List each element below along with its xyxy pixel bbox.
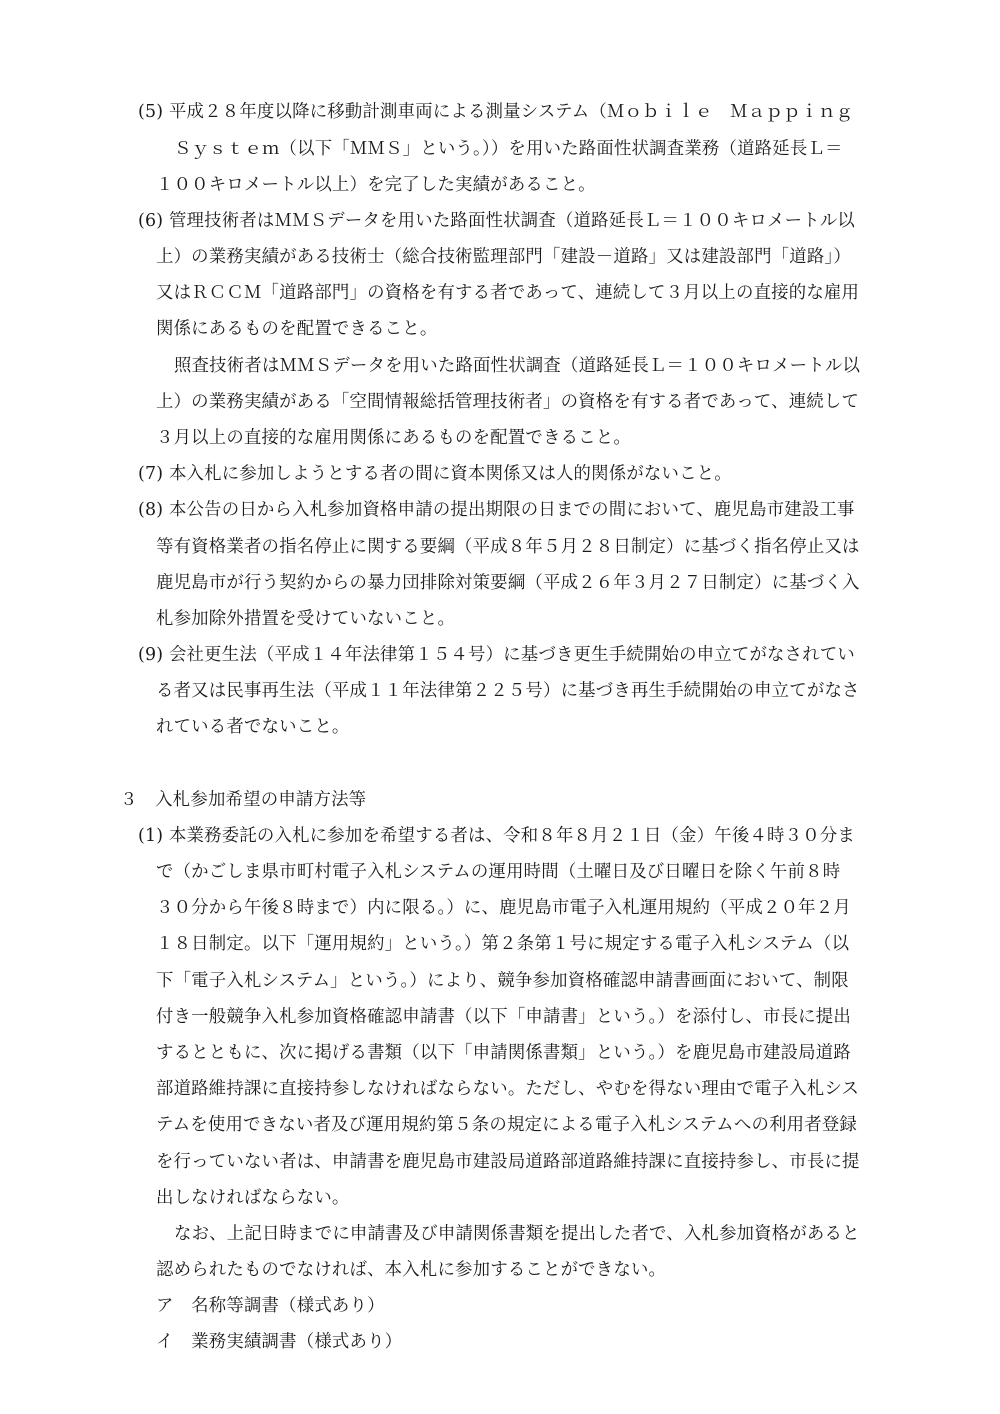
section-3-line-13: 認められたものでなければ、本入札に参加することができない。 (156, 1260, 667, 1280)
section-3-line-8: 部道路維持課に直接持参しなければならない。ただし、やむを得ない理由で電子入札シス (156, 1079, 860, 1099)
section-3-line-1: (1) 本業務委託の入札に参加を希望する者は、令和８年８月２１日（金）午後４時３０分ま (138, 826, 856, 846)
section-3-line-10: を行っていない者は、申請書を鹿児島市建設局道路部道路維持課に直接持参し、市長に提 (156, 1152, 860, 1172)
item-8-line-1: (8) 本公告の日から入札参加資格申請の提出期限の日までの間において、鹿児島市建設工事 (138, 500, 855, 520)
item-6-line-3: 又はＲＣＣＭ「道路部門」の資格を有する者であって、連続して３月以上の直接的な雇用 (156, 283, 860, 303)
item-8-line-4: 札参加除外措置を受けていないこと。 (156, 609, 456, 629)
item-9-line-1: (9) 会社更生法（平成１４年法律第１５４号）に基づき更生手続開始の申立てがなされてい (138, 645, 856, 665)
item-6-line-4: 関係にあるものを配置できること。 (156, 319, 438, 339)
list-item-i: イ 業務実績調書（様式あり） (156, 1332, 403, 1352)
section-3-line-9: テムを使用できない者及び運用規約第５条の規定による電子入札システムへの利用者登録 (156, 1115, 858, 1135)
section-3-line-7: するとともに、次に掲げる書類（以下「申請関係書類」という。）を鹿児島市建設局道路 (156, 1043, 851, 1063)
section-3-line-11: 出しなければならない。 (156, 1188, 350, 1208)
item-7-line-1: (7) 本入札に参加しようとする者の間に資本関係又は人的関係がないこと。 (138, 464, 732, 484)
item-6-line-7: ３月以上の直接的な雇用関係にあるものを配置できること。 (156, 428, 631, 448)
item-6-line-2: 上）の業務実績がある技術士（総合技術監理部門「建設－道路」又は建設部門「道路」） (156, 247, 851, 267)
item-5-line-3: １００キロメートル以上）を完了した実績があること。 (156, 175, 596, 195)
section-3-line-3: ３０分から午後８時まで）内に限る。）に、鹿児島市電子入札運用規約（平成２０年２月 (156, 898, 851, 918)
list-item-a: ア 名称等調書（様式あり） (156, 1296, 385, 1316)
item-9-line-2: る者又は民事再生法（平成１１年法律第２２５号）に基づき再生手続開始の申立てがなさ (156, 681, 860, 701)
section-3-line-5: 下「電子入札システム」という。）により、競争参加資格確認申請書画面において、制限 (156, 971, 849, 991)
section-3-line-12: なお、上記日時までに申請書及び申請関係書類を提出した者で、入札参加資格があると (174, 1224, 860, 1244)
item-6-line-5: 照査技術者はＭＭＳデータを用いた路面性状調査（道路延長Ｌ＝１００キロメートル以 (174, 356, 861, 376)
section-3-line-6: 付き一般競争入札参加資格確認申請書（以下「申請書」という。）を添付し、市長に提出 (156, 1007, 851, 1027)
item-5-line-1: (5) 平成２８年度以降に移動計測車両による測量システム（Ｍｏｂｉｌｅ Ｍａｐｐｉｎｇ (138, 102, 854, 122)
item-8-line-2: 等有資格業者の指名停止に関する要綱（平成８年５月２８日制定）に基づく指名停止又は (156, 537, 860, 557)
item-6-line-1: (6) 管理技術者はＭＭＳデータを用いた路面性状調査（道路延長Ｌ＝１００キロメートル以 (138, 211, 856, 231)
item-8-line-3: 鹿児島市が行う契約からの暴力団排除対策要綱（平成２６年３月２７日制定）に基づく入 (156, 573, 860, 593)
section-3-line-4: １８日制定。以下「運用規約」という。）第２条第１号に規定する電子入札システム（以 (156, 934, 850, 954)
section-3-line-2: で（かごしま県市町村電子入札システムの運用時間（土曜日及び日曜日を除く午前８時 (156, 862, 841, 882)
item-6-line-6: 上）の業務実績がある「空間情報総括管理技術者」の資格を有する者であって、連続して (156, 392, 860, 412)
item-9-line-3: れている者でないこと。 (156, 717, 350, 737)
item-5-line-2: Ｓｙｓｔｅｍ（以下「ＭＭＳ」という。））を用いた路面性状調査業務（道路延長Ｌ＝ (174, 139, 843, 159)
section-3-heading: ３ 入札参加希望の申請方法等 (120, 790, 367, 810)
